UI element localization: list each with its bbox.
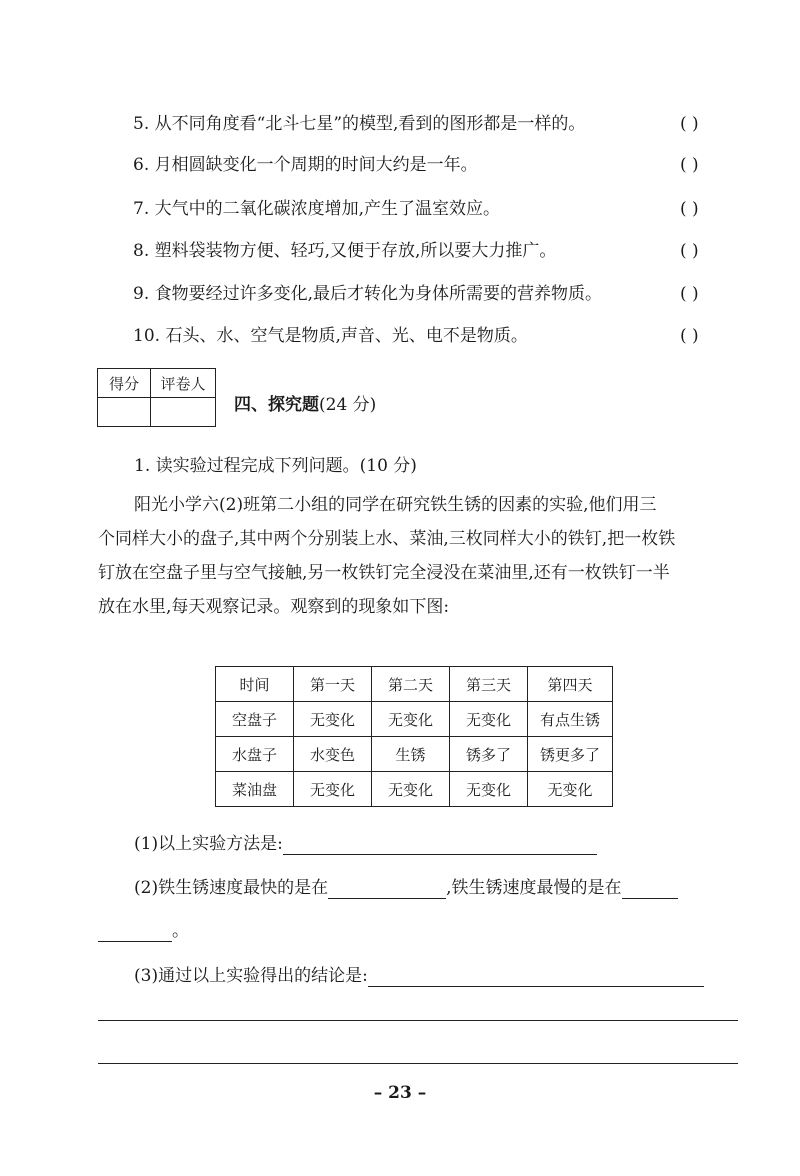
subquestion-2 — [134, 877, 678, 899]
question-1-prompt: 1. 读实验过程完成下列问题。(10 分) — [134, 456, 417, 476]
table-cell: 水盘子 — [216, 737, 294, 772]
table-cell: 锈多了 — [450, 737, 528, 772]
answer-paren-8[interactable]: ( ) — [680, 241, 699, 261]
passage-line: 个同样大小的盘子,其中两个分别装上水、菜油,三枚同样大小的铁钉,把一枚铁 — [98, 529, 676, 549]
answer-blank-3[interactable] — [368, 968, 704, 987]
table-cell: 无变化 — [372, 772, 450, 807]
table-header-row — [216, 667, 613, 702]
table-cell: 无变化 — [294, 772, 372, 807]
subquestion-2-text-b: ,铁生锈速度最慢的是在 — [446, 878, 622, 898]
answer-blank-1[interactable] — [283, 836, 597, 855]
passage-line: 阳光小学六(2)班第二小组的同学在研究铁生锈的因素的实验,他们用三 — [134, 495, 657, 515]
answer-line[interactable] — [98, 1020, 738, 1021]
answer-paren-10[interactable]: ( ) — [680, 326, 699, 346]
table-cell: 生锈 — [372, 737, 450, 772]
judgment-7: 7. 大气中的二氧化碳浓度增加,产生了温室效应。 — [133, 199, 501, 219]
answer-paren-9[interactable]: ( ) — [680, 284, 699, 304]
answer-paren-5[interactable]: ( ) — [680, 114, 699, 134]
judgment-5: 5. 从不同角度看“北斗七星”的模型,看到的图形都是一样的。 — [133, 114, 586, 134]
answer-paren-7[interactable]: ( ) — [680, 199, 699, 219]
table-header: 第三天 — [450, 667, 528, 702]
answer-blank-2b-cont[interactable] — [98, 923, 172, 942]
subquestion-2-text-a: (2)铁生锈速度最快的是在 — [134, 878, 329, 898]
table-cell: 无变化 — [294, 702, 372, 737]
judgment-10: 10. 石头、水、空气是物质,声音、光、电不是物质。 — [133, 326, 528, 346]
passage-line: 放在水里,每天观察记录。观察到的现象如下图: — [98, 597, 450, 617]
section-title-text: 四、探究题 — [234, 395, 319, 415]
judgment-6: 6. 月相圆缺变化一个周期的时间大约是一年。 — [133, 155, 478, 175]
subquestion-3-text: (3)通过以上实验得出的结论是: — [134, 966, 368, 986]
table-cell: 菜油盘 — [216, 772, 294, 807]
score-label: 得分 — [98, 369, 151, 398]
table-cell: 无变化 — [450, 702, 528, 737]
table-cell: 空盘子 — [216, 702, 294, 737]
subquestion-3 — [134, 965, 704, 987]
table-cell: 锈更多了 — [528, 737, 613, 772]
judgment-8: 8. 塑料袋装物方便、轻巧,又便于存放,所以要大力推广。 — [133, 241, 557, 261]
score-cell[interactable] — [98, 398, 151, 427]
judgment-9: 9. 食物要经过许多变化,最后才转化为身体所需要的营养物质。 — [133, 284, 603, 304]
subquestion-1-text: (1)以上实验方法是: — [134, 834, 283, 854]
page-number: – 23 – — [373, 1083, 427, 1103]
section-points: (24 分) — [319, 395, 377, 415]
answer-blank-2a[interactable] — [328, 880, 446, 899]
table-row — [216, 702, 613, 737]
grader-label: 评卷人 — [151, 369, 216, 398]
section-title — [234, 390, 376, 415]
table-row — [216, 772, 613, 807]
table-header: 第四天 — [528, 667, 613, 702]
table-header: 第一天 — [294, 667, 372, 702]
subquestion-1 — [134, 833, 597, 855]
score-box — [97, 368, 216, 427]
table-cell: 无变化 — [528, 772, 613, 807]
table-header: 时间 — [216, 667, 294, 702]
table-row — [216, 737, 613, 772]
subquestion-2-end: 。 — [172, 921, 189, 941]
answer-paren-6[interactable]: ( ) — [680, 155, 699, 175]
table-cell: 有点生锈 — [528, 702, 613, 737]
answer-line[interactable] — [98, 1063, 738, 1064]
answer-blank-2b[interactable] — [622, 880, 678, 899]
observation-table — [215, 666, 613, 807]
grader-cell[interactable] — [151, 398, 216, 427]
passage-line: 钉放在空盘子里与空气接触,另一枚铁钉完全浸没在菜油里,还有一枚铁钉一半 — [98, 563, 670, 583]
question-1-passage — [98, 488, 738, 624]
subquestion-2-continued — [98, 920, 189, 942]
table-header: 第二天 — [372, 667, 450, 702]
table-cell: 无变化 — [372, 702, 450, 737]
table-cell: 无变化 — [450, 772, 528, 807]
table-cell: 水变色 — [294, 737, 372, 772]
